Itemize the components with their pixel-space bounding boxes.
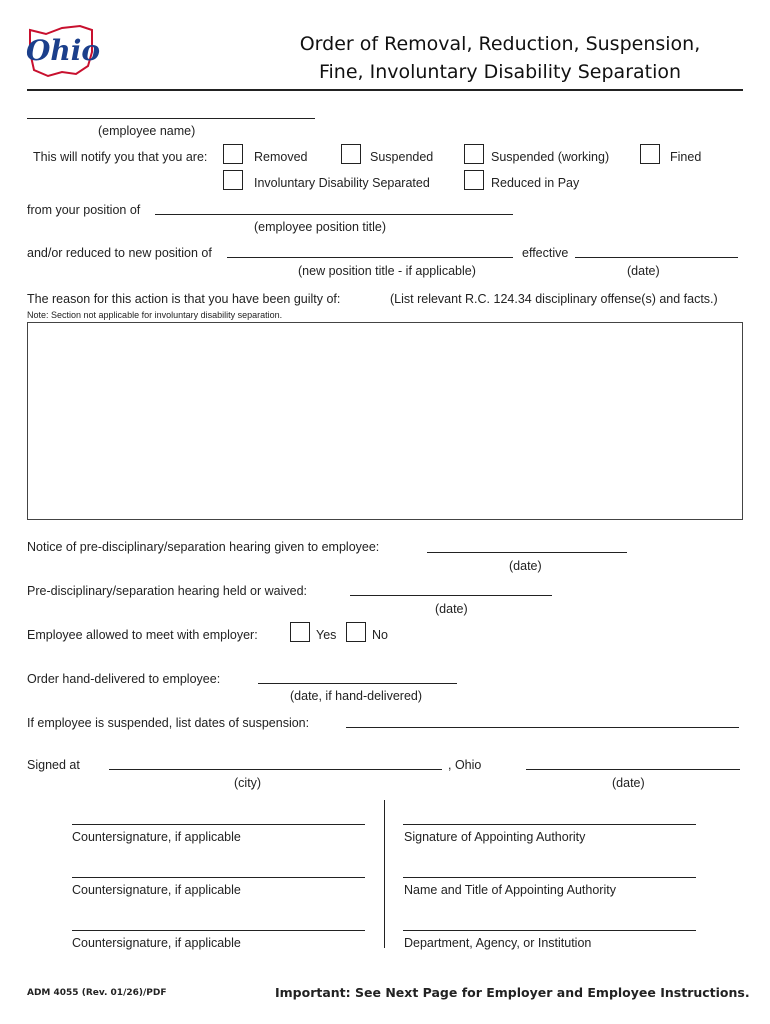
involuntary-checkbox[interactable] bbox=[223, 170, 243, 190]
suspended-working-checkbox[interactable] bbox=[464, 144, 484, 164]
suspended-label: Suspended bbox=[370, 150, 434, 164]
signed-date-field[interactable] bbox=[526, 769, 740, 770]
held-date-caption: (date) bbox=[435, 602, 468, 616]
reason-note: Note: Section not applicable for involuntary disability separation. bbox=[27, 310, 283, 320]
signed-at-label: Signed at bbox=[27, 758, 80, 772]
from-position-label: from your position of bbox=[27, 203, 141, 217]
reduced-label: Reduced in Pay bbox=[491, 176, 580, 190]
effective-date-field[interactable] bbox=[575, 257, 738, 258]
ohio-logo bbox=[22, 22, 102, 78]
new-position-field[interactable] bbox=[227, 257, 513, 258]
appointing-signature-label: Signature of Appointing Authority bbox=[404, 830, 586, 844]
title-line-2: Fine, Involuntary Disability Separation bbox=[318, 61, 682, 83]
appointing-signature-line[interactable] bbox=[403, 824, 696, 825]
removed-label: Removed bbox=[254, 150, 308, 164]
countersignature-label-3: Countersignature, if applicable bbox=[72, 936, 241, 950]
suspended-working-label: Suspended (working) bbox=[491, 150, 610, 164]
position-title-caption: (employee position title) bbox=[254, 220, 387, 234]
held-label: Pre-disciplinary/separation hearing held or waived: bbox=[27, 584, 308, 598]
position-title-field[interactable] bbox=[155, 214, 513, 215]
city-caption: (city) bbox=[234, 776, 262, 790]
fined-checkbox[interactable] bbox=[640, 144, 660, 164]
suspended-checkbox[interactable] bbox=[341, 144, 361, 164]
fined-label: Fined bbox=[670, 150, 702, 164]
meet-yes-checkbox[interactable] bbox=[290, 622, 310, 642]
ohio-state-label: , Ohio bbox=[448, 758, 482, 772]
reason-textarea[interactable] bbox=[27, 322, 743, 520]
reduced-position-label: and/or reduced to new position of bbox=[27, 246, 212, 260]
name-title-line[interactable] bbox=[403, 877, 696, 878]
notice-date-caption: (date) bbox=[509, 559, 542, 573]
delivery-date-field[interactable] bbox=[258, 683, 457, 684]
city-field[interactable] bbox=[109, 769, 442, 770]
countersignature-label-2: Countersignature, if applicable bbox=[72, 883, 241, 897]
reduced-checkbox[interactable] bbox=[464, 170, 484, 190]
suspension-dates-field[interactable] bbox=[346, 727, 739, 728]
meet-label: Employee allowed to meet with employer: bbox=[27, 628, 258, 642]
removed-checkbox[interactable] bbox=[223, 144, 243, 164]
effective-date-caption: (date) bbox=[627, 264, 660, 278]
suspension-dates-label: If employee is suspended, list dates of suspension: bbox=[27, 716, 310, 730]
held-date-field[interactable] bbox=[350, 595, 552, 596]
countersignature-line-3[interactable] bbox=[72, 930, 365, 931]
form-id: ADM 4055 (Rev. 01/26)/PDF bbox=[27, 988, 167, 998]
countersignature-line-2[interactable] bbox=[72, 877, 365, 878]
department-line[interactable] bbox=[403, 930, 696, 931]
reason-label: The reason for this action is that you have been guilty of: bbox=[27, 292, 341, 306]
notice-date-field[interactable] bbox=[427, 552, 627, 553]
delivery-label: Order hand-delivered to employee: bbox=[27, 672, 221, 686]
important-note: Important: See Next Page for Employer and Employee Instructions. bbox=[275, 985, 750, 1000]
notice-label: Notice of pre-disciplinary/separation hearing given to employee: bbox=[27, 540, 380, 554]
countersignature-line-1[interactable] bbox=[72, 824, 365, 825]
divider-vertical bbox=[384, 800, 385, 948]
logo-text: Ohio bbox=[26, 34, 101, 67]
countersignature-label-1: Countersignature, if applicable bbox=[72, 830, 241, 844]
reason-instruction: (List relevant R.C. 124.34 disciplinary offense(s) and facts.) bbox=[390, 292, 718, 306]
employee-name-caption: (employee name) bbox=[98, 124, 196, 138]
signed-date-caption: (date) bbox=[612, 776, 645, 790]
page-title bbox=[260, 30, 740, 86]
department-label: Department, Agency, or Institution bbox=[404, 936, 592, 950]
meet-no-label: No bbox=[372, 628, 388, 642]
involuntary-label: Involuntary Disability Separated bbox=[254, 176, 430, 190]
notify-label: This will notify you that you are: bbox=[33, 150, 208, 164]
delivery-caption: (date, if hand-delivered) bbox=[290, 689, 423, 703]
effective-label: effective bbox=[522, 246, 569, 260]
title-line-1: Order of Removal, Reduction, Suspension, bbox=[299, 33, 701, 55]
employee-name-field[interactable] bbox=[27, 118, 315, 119]
title-rule bbox=[27, 89, 743, 91]
meet-no-checkbox[interactable] bbox=[346, 622, 366, 642]
new-position-caption: (new position title - if applicable) bbox=[298, 264, 476, 278]
meet-yes-label: Yes bbox=[316, 628, 337, 642]
name-title-label: Name and Title of Appointing Authority bbox=[404, 883, 616, 897]
